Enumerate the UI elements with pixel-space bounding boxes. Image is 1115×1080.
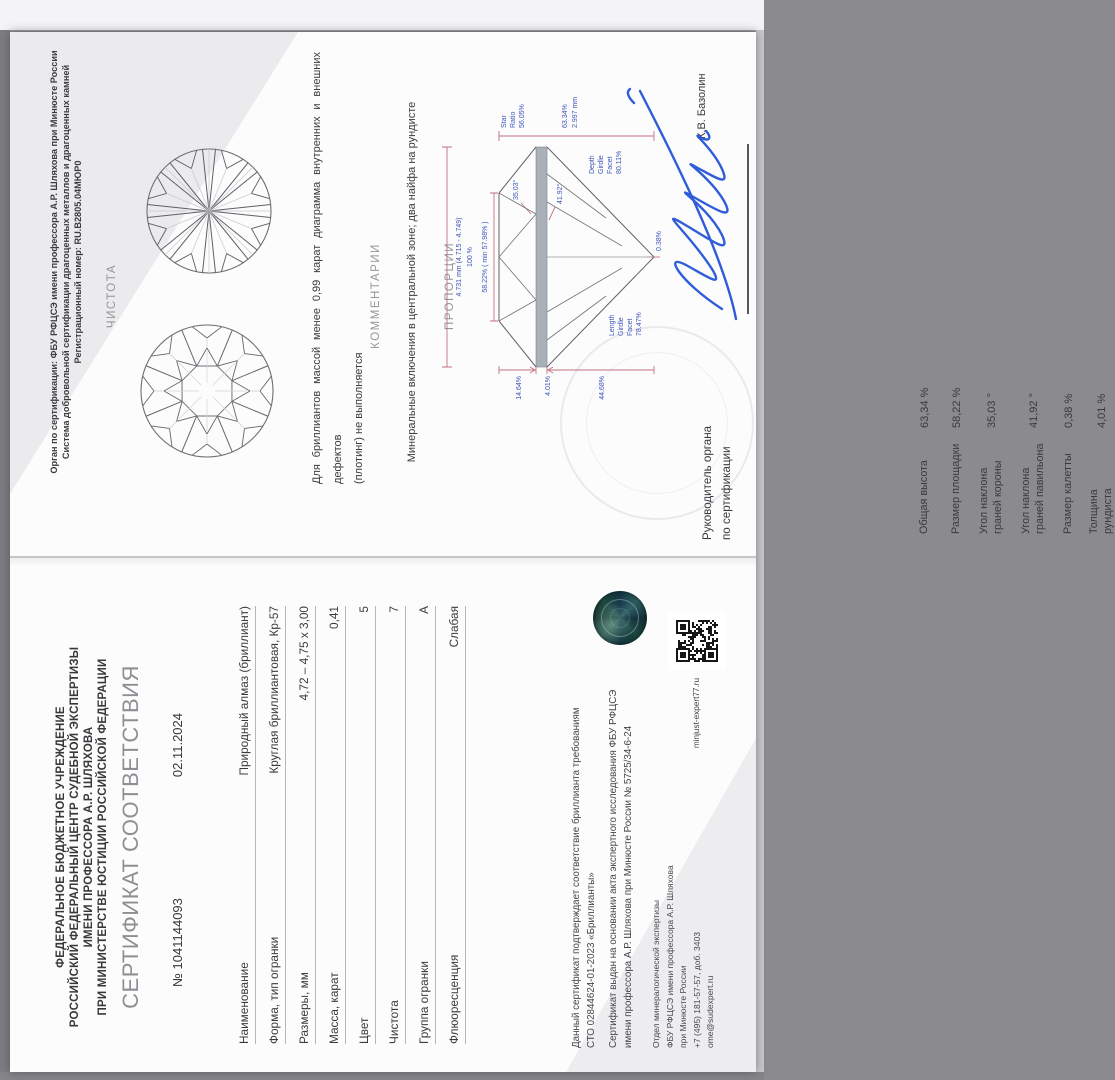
row-value: Круглая бриллиантовая, Кр-57	[267, 606, 281, 774]
row-value: 7	[387, 606, 401, 613]
svg-text:Facet: Facet	[607, 156, 614, 174]
row-label: Группа огранки	[417, 961, 431, 1044]
qr-code	[668, 612, 726, 670]
row-value: 0,41	[327, 606, 341, 629]
issuer-line: РОССИЙСКИЙ ФЕДЕРАЛЬНЫЙ ЦЕНТР СУДЕБНОЙ ЭКСПЕРТИЗЫ	[69, 646, 81, 1028]
certificate-number: № 1041144093	[170, 898, 185, 987]
table-row	[316, 606, 346, 1044]
proportions-profile-diagram	[438, 42, 688, 472]
row-label: Форма, тип огранки	[267, 936, 281, 1044]
table-row	[436, 606, 466, 1044]
row-value: Слабая	[447, 606, 461, 648]
proportion-row: Толщина рундиста 4,01 %	[1088, 393, 1114, 534]
footnote-basis: Сертификат выдан на основании акта экспертного исследования ФБУ РФЦСЭ имени профессора А.Р. Шляхова при Минюсте России № 5725/34-6-24	[608, 689, 634, 1048]
row-value: 4,72 – 4,75 х 3,00	[297, 606, 311, 701]
table-row	[226, 606, 256, 1044]
certificate-sheet	[10, 32, 1114, 1072]
svg-text:Ratio: Ratio	[510, 111, 517, 128]
signature-line	[747, 144, 749, 314]
issuer-line: ИМЕНИ ПРОФЕССОРА А.Р. ШЛЯХОВА	[83, 726, 95, 948]
contact-block: Отдел минералогической экспертизы ФБУ РФЦСЭ имени профессора А.Р. Шляхова при Минюсте России +7 (495) 181-57-57, доб. 3403 ome@sudexpert.ru	[650, 828, 718, 1048]
issuer-line: ПРИ МИНИСТЕРСТВЕ ЮСТИЦИИ РОССИЙСКОЙ ФЕДЕРАЦИИ	[97, 658, 109, 1016]
star-ratio-label: Star	[501, 115, 508, 128]
row-label: Флюоресценция	[447, 954, 461, 1044]
clarity-note: Для бриллиантов массой менее 0,99 карат диаграмма внутренних и внешних дефектов (плотинг) не выполняется	[311, 52, 365, 484]
signatory-role: Руководитель органа по сертификации	[701, 425, 733, 540]
table-row	[286, 606, 316, 1044]
row-value: Природный алмаз (бриллиант)	[237, 606, 251, 776]
table-row	[376, 606, 406, 1044]
pavilion-angle-label: 41.92°	[557, 183, 564, 204]
dimension-lines	[442, 131, 660, 374]
depth-girdle-facet-label: Depth	[589, 155, 596, 174]
diameter-label: 4.731 mm (4.715 - 4.749)	[456, 217, 463, 297]
proportion-row: Общая высота 63,34 %	[918, 387, 931, 534]
proportion-row: Угол наклона граней павильона 41,92 °	[1020, 393, 1046, 534]
scanner-edge-bottom	[0, 1072, 764, 1080]
svg-text:Facet: Facet	[627, 318, 634, 336]
registration-number: Регистрационный номер: RU.В2805.04МЮР0	[73, 160, 83, 364]
proportion-row: Угол наклона граней короны 35,03 °	[978, 393, 1004, 534]
depth-mm-label: 2.997 mm	[572, 96, 579, 128]
svg-text:78.47%: 78.47%	[636, 312, 643, 336]
svg-text:80.11%: 80.11%	[616, 150, 623, 174]
comments-section-title: КОММЕНТАРИИ	[370, 243, 382, 349]
hologram-sticker	[593, 591, 647, 645]
table-row	[406, 606, 436, 1044]
row-value: 5	[357, 606, 371, 613]
scanner-edge-left	[0, 30, 10, 1080]
girdle-thickness-label: 4.01%	[545, 376, 552, 396]
clarity-section-title: ЧИСТОТА	[106, 263, 118, 329]
table-size-label: 58.22% ( min 57.98% )	[482, 221, 489, 293]
table-row	[256, 606, 286, 1044]
footnote-requirements: Данный сертификат подтверждает соответствие бриллианта требованиям СТО 02844624-01-2023 «Бриллианты»	[571, 707, 597, 1048]
depth-percent-label: 63.34%	[562, 104, 569, 128]
row-label: Размеры, мм	[297, 972, 311, 1044]
certificate-table	[226, 606, 466, 1044]
total-width-label: 100 %	[467, 247, 474, 267]
issuer-line: ФЕДЕРАЛЬНОЕ БЮДЖЕТНОЕ УЧРЕЖДЕНИЕ	[55, 706, 67, 968]
table-row	[346, 606, 376, 1044]
certificate-title: СЕРТИФИКАТ СООТВЕТСТВИЯ	[118, 665, 143, 1009]
proportion-row: Размер площадки 58,22 %	[950, 387, 963, 534]
qr-caption: minjust-expert77.ru	[692, 678, 701, 749]
pavilion-depth-label: 44.68%	[599, 376, 606, 400]
crown-angle-label: 35.03°	[513, 179, 520, 200]
row-value: А	[417, 606, 431, 614]
culet-label: 0.38%	[656, 231, 663, 251]
row-label: Масса, карат	[327, 972, 341, 1044]
row-label: Наименование	[237, 962, 251, 1044]
scanner-edge-right	[756, 30, 764, 1080]
fold-shadow	[10, 558, 756, 567]
contact-email: ome@sudexpert.ru	[705, 975, 715, 1048]
scanner-edge-top	[0, 0, 764, 31]
fold-line	[10, 556, 756, 558]
length-girdle-facet-label: Length	[609, 314, 616, 336]
proportion-row: Размер калетты 0,38 %	[1062, 393, 1075, 534]
diamond-crown-view-diagram	[138, 322, 276, 460]
diamond-pavilion-view-diagram	[144, 146, 274, 276]
svg-text:Girdle: Girdle	[618, 317, 625, 336]
certificate-date: 02.11.2024	[170, 713, 185, 778]
signatory-name: К.В. Базолин	[696, 73, 708, 139]
crown-height-label: 14.64%	[516, 376, 523, 400]
row-label: Цвет	[357, 1017, 371, 1044]
svg-text:56.05%: 56.05%	[519, 104, 526, 128]
certification-body-header: Орган по сертификации: ФБУ РФЦСЭ имени профессора А.Р. Шляхова при Минюсте России Система добровольной сертификации драгоценных металлов и драгоценных камней Регистрационный номер: RU.В2805.04МЮР0	[48, 22, 84, 502]
row-label: Чистота	[387, 1000, 401, 1044]
issuer-header	[54, 612, 110, 1062]
comment-text: Минеральные включения в центральной зоне; два найфа на рундисте	[406, 101, 418, 463]
svg-text:Girdle: Girdle	[598, 155, 605, 174]
proportions-section-title: ПРОПОРЦИИ	[444, 241, 456, 331]
certificate-meta-row	[170, 713, 185, 987]
